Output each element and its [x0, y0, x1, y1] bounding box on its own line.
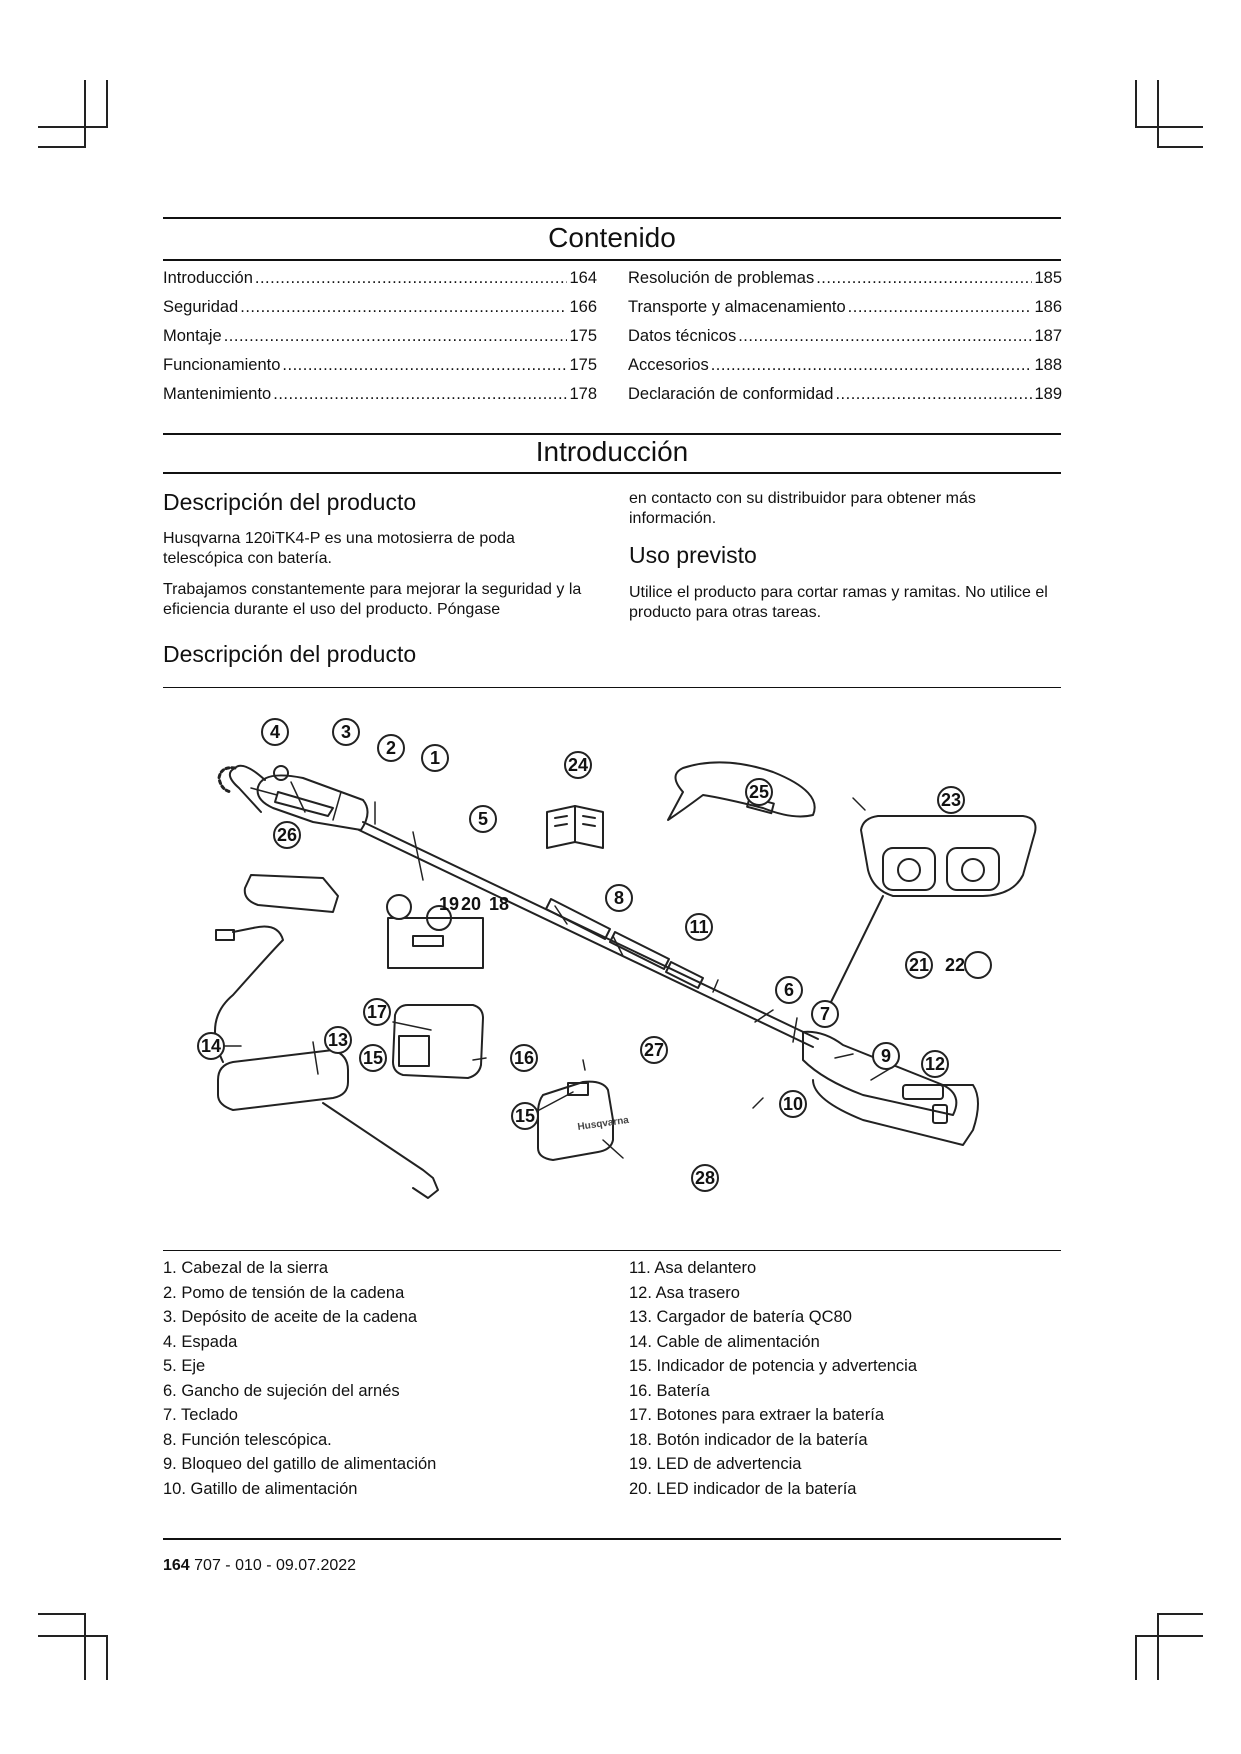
crop-mark-br-h1: [1157, 1613, 1203, 1615]
toc-leader-dots: [738, 327, 1032, 346]
callout-number: 7: [819, 1004, 831, 1024]
legend-item: 3. Depósito de aceite de la cadena: [163, 1308, 418, 1326]
callout-number: 8: [613, 888, 625, 908]
chain-cover-drawing: [245, 875, 338, 912]
callout-number: 26: [276, 825, 298, 845]
page-footer: [163, 1557, 356, 1575]
keypad-drawing: [831, 816, 1036, 1002]
toc-entry-title: Mantenimiento: [163, 385, 272, 403]
toc-entry-page: 166: [569, 298, 597, 316]
legend-item: 11. Asa delantero: [629, 1259, 757, 1277]
crop-mark-tr-h2: [1157, 146, 1203, 148]
callout-number: 15: [362, 1048, 384, 1068]
toc-entry-title: Transporte y almacenamiento: [628, 298, 846, 316]
toc-entry-title: Funcionamiento: [163, 356, 281, 374]
section-title-product-overview: Descripción del producto: [163, 641, 417, 667]
toc-left-column: [163, 269, 597, 414]
crop-mark-tr-v1: [1135, 80, 1137, 128]
toc-entry-page: 186: [1034, 298, 1062, 316]
crop-mark-tr-h1: [1135, 126, 1203, 128]
toc-entry-page: 189: [1034, 385, 1062, 403]
callout-number: 2: [385, 738, 397, 758]
charger-qc80-drawing: [218, 1050, 438, 1198]
callout-number: 25: [748, 782, 770, 802]
callout-marker: [360, 1045, 386, 1071]
diagram-top-rule: [163, 687, 1061, 688]
crop-mark-tl-h2: [38, 146, 86, 148]
battery-drawing: [393, 1005, 483, 1078]
callout-marker: [325, 1027, 351, 1053]
callout-marker: [938, 787, 964, 813]
crop-mark-br-h2: [1135, 1635, 1203, 1637]
callout-marker: [512, 1103, 538, 1129]
callout-number: 27: [643, 1040, 665, 1060]
toc-entry-title: Montaje: [163, 327, 222, 345]
product-description-para-2: Trabajamos constantemente para mejorar la seguridad y la eficiencia durante el uso del producto. Póngase: [163, 581, 582, 618]
callout-marker: [422, 745, 448, 771]
crop-mark-br-v2: [1135, 1635, 1137, 1680]
toc-entry-title: Datos técnicos: [628, 327, 737, 345]
legend-item: 5. Eje: [163, 1357, 206, 1375]
toc-entry-page: 175: [569, 327, 597, 345]
legend-item: 2. Pomo de tensión de la cadena: [163, 1283, 405, 1302]
callout-number: 11: [689, 917, 709, 937]
footer-rule: [163, 1538, 1061, 1540]
callout-number: 9: [880, 1046, 892, 1066]
toc-leader-dots: [224, 327, 568, 346]
product-description-para-1: Husqvarna 120iTK4-P es una motosierra de poda telescópica con batería.: [163, 530, 515, 567]
callout-marker: [922, 1051, 948, 1077]
product-description-para-2-continued: en contacto con su distribuidor para obtener más información.: [629, 490, 976, 527]
callout-marker: [746, 779, 772, 805]
toc-leader-dots: [835, 385, 1032, 404]
callout-number: 12: [924, 1054, 946, 1074]
callout-number: 16: [513, 1048, 535, 1068]
crop-mark-tl-v1: [84, 80, 86, 146]
legend-left-column: [163, 1256, 603, 1501]
callout-number: 23: [940, 790, 962, 810]
toc-entry-page: 178: [569, 385, 597, 403]
toc-leader-dots: [816, 269, 1032, 288]
callout-number: 3: [340, 722, 352, 742]
toc-entry-title: Seguridad: [163, 298, 239, 316]
callout-number: 28: [694, 1168, 716, 1188]
section-title-intended-use: Uso previsto: [629, 542, 757, 568]
toc-entry-title: Introducción: [163, 269, 253, 287]
callout-marker: [262, 719, 288, 745]
callout-marker: [274, 822, 300, 848]
legend-item: 10. Gatillo de alimentación: [163, 1479, 358, 1498]
toc-entry[interactable]: [628, 327, 1062, 356]
toc-entry[interactable]: [628, 298, 1062, 327]
callout-marker: [692, 1165, 718, 1191]
crop-mark-tr-v2: [1157, 80, 1159, 146]
toc-title-rule: [163, 259, 1061, 261]
intro-title: Introducción: [535, 436, 689, 467]
pole-shaft-drawing: [359, 822, 818, 1047]
legend-top-rule: [163, 1250, 1061, 1251]
callout-number: 5: [477, 809, 489, 829]
toc-right-column: [628, 269, 1062, 414]
toc-leader-dots: [273, 385, 567, 404]
legend-item: 7. Teclado: [163, 1406, 238, 1424]
toc-entry-title: Declaración de conformidad: [628, 385, 834, 403]
callout-number: 20: [460, 894, 482, 914]
toc-entry[interactable]: [628, 356, 1062, 385]
callout-marker: [461, 894, 481, 914]
callout-marker: [945, 952, 991, 978]
toc-entry-page: 185: [1034, 269, 1062, 287]
toc-leader-dots: [282, 356, 567, 375]
callout-number: 15: [514, 1106, 536, 1126]
callout-marker: [641, 1037, 667, 1063]
crop-mark-bl-v1: [84, 1613, 86, 1680]
crop-mark-bl-v2: [106, 1635, 108, 1680]
product-overview-diagram: [163, 700, 1061, 1220]
legend-item: 8. Función telescópica.: [163, 1430, 332, 1449]
legend-item: 13. Cargador de batería QC80: [629, 1308, 852, 1326]
toc-top-rule: [163, 217, 1061, 219]
toc-title: Contenido: [548, 222, 676, 253]
callout-number: 14: [200, 1036, 222, 1056]
toc-leader-dots: [255, 269, 568, 288]
callout-marker: [333, 719, 359, 745]
callout-marker: [873, 1043, 899, 1069]
intro-top-rule: [163, 433, 1061, 435]
legend-item: 17. Botones para extraer la batería: [629, 1406, 884, 1424]
toc-entry-page: 188: [1034, 356, 1062, 374]
toc-entry-title: Resolución de problemas: [628, 269, 815, 287]
callout-number: 6: [783, 980, 795, 1000]
callout-number: 19: [438, 894, 460, 914]
legend-item: 15. Indicador de potencia y advertencia: [629, 1357, 918, 1375]
callout-number: 18: [488, 894, 510, 914]
toc-leader-dots: [848, 298, 1033, 317]
toc-entry-page: 187: [1034, 327, 1062, 345]
saw-head-drawing: [219, 766, 368, 830]
page-number: 164: [163, 1557, 190, 1574]
power-cable-drawing: [215, 927, 283, 1063]
callout-marker: [812, 1001, 838, 1027]
toc-leader-dots: [711, 356, 1033, 375]
callout-marker: [489, 894, 509, 914]
crop-mark-br-v1: [1157, 1613, 1159, 1680]
callout-number: 24: [567, 755, 589, 775]
callout-marker: [387, 894, 459, 919]
callout-marker: [686, 914, 712, 940]
legend-item: 14. Cable de alimentación: [629, 1332, 820, 1351]
callout-marker: [906, 952, 932, 978]
callout-marker: [780, 1091, 806, 1117]
callout-number: 1: [429, 748, 441, 768]
crop-mark-bl-h1: [38, 1613, 86, 1615]
toc-entry[interactable]: [163, 356, 597, 385]
toc-entry[interactable]: [628, 385, 1062, 414]
crop-mark-bl-h2: [38, 1635, 108, 1637]
harness-strap-drawing: [668, 762, 815, 820]
toc-entry[interactable]: [163, 269, 597, 298]
callout-number: 17: [366, 1002, 388, 1022]
crop-mark-tl-v2: [106, 80, 108, 128]
toc-entry[interactable]: [163, 298, 597, 327]
legend-item: 19. LED de advertencia: [629, 1455, 802, 1473]
callout-marker: [565, 752, 591, 778]
callout-marker: [198, 1033, 224, 1059]
toc-entry[interactable]: [628, 269, 1062, 298]
legend-item: 18. Botón indicador de la batería: [629, 1430, 868, 1449]
intended-use-para: Utilice el producto para cortar ramas y ramitas. No utilice el producto para otras tareas.: [629, 584, 1048, 621]
legend-item: 9. Bloqueo del gatillo de alimentación: [163, 1455, 437, 1473]
callout-marker: [776, 977, 802, 1003]
callout-marker: [364, 999, 390, 1025]
legend-item: 4. Espada: [163, 1332, 238, 1351]
callout-marker: [511, 1045, 537, 1071]
toc-entry[interactable]: [163, 385, 597, 414]
charger-brand-label: Husqvarna: [576, 1114, 630, 1133]
legend-item: 6. Gancho de sujeción del arnés: [163, 1381, 400, 1400]
callout-number: 4: [269, 722, 281, 742]
callout-number: 13: [327, 1030, 349, 1050]
callout-number: 22: [944, 955, 966, 975]
toc-entry-page: 164: [569, 269, 597, 287]
section-title-product-description: Descripción del producto: [163, 489, 417, 515]
toc-entry-page: 175: [569, 356, 597, 374]
legend-right-column: [629, 1256, 1069, 1501]
crop-mark-tl-h1: [38, 126, 108, 128]
intro-title-rule: [163, 472, 1061, 474]
callout-number: 10: [782, 1094, 804, 1114]
callout-marker: [606, 885, 632, 911]
toc-entry[interactable]: [163, 327, 597, 356]
callout-marker: [378, 735, 404, 761]
document-code: 707 - 010 - 09.07.2022: [194, 1557, 357, 1574]
toc-leader-dots: [240, 298, 567, 317]
toc-entry-title: Accesorios: [628, 356, 709, 374]
callout-number: 21: [908, 955, 930, 975]
legend-item: 12. Asa trasero: [629, 1283, 740, 1302]
legend-item: 1. Cabezal de la sierra: [163, 1259, 329, 1277]
legend-item: 16. Batería: [629, 1381, 710, 1400]
manual-book-drawing: [547, 806, 603, 848]
legend-item: 20. LED indicador de la batería: [629, 1479, 857, 1498]
callout-marker: [470, 806, 496, 832]
